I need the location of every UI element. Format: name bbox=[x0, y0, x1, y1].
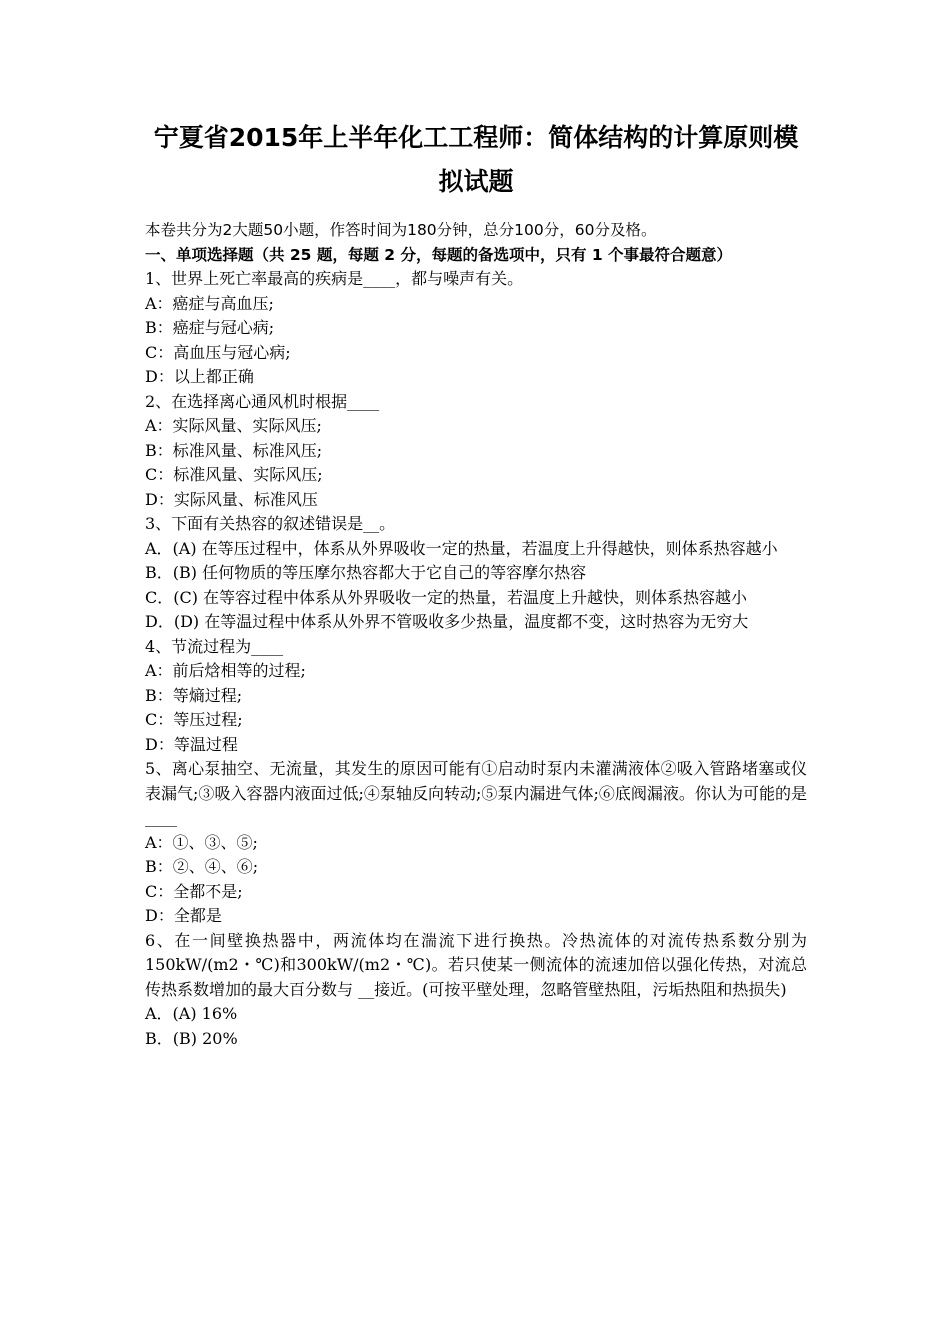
question-stem: 5、离心泵抽空、无流量，其发生的原因可能有①启动时泵内未灌满液体②吸入管路堵塞或仪表漏气;③吸入容器内液面过低;④泵轴反向转动;⑤泵内漏进气体;⑥底阀漏液。你认为可能的是____ bbox=[145, 759, 807, 827]
question-5 bbox=[145, 757, 807, 929]
option-b: B：标准风量、标准风压; bbox=[145, 440, 323, 460]
option-c: C：全都不是; bbox=[145, 881, 243, 901]
option-d: D：实际风量、标准风压 bbox=[145, 489, 318, 509]
option-c: C：标准风量、实际风压; bbox=[145, 465, 323, 484]
option-a: A．(A) 16% bbox=[145, 1004, 238, 1023]
title-line-1: 宁夏省2015年上半年化工工程师：简体结构的计算原则模 bbox=[153, 123, 799, 152]
question-stem: 1、世界上死亡率最高的疾病是____，都与噪声有关。 bbox=[145, 269, 524, 288]
question-stem: 3、下面有关热容的叙述错误是__。 bbox=[145, 514, 396, 533]
question-stem: 4、节流过程为____ bbox=[145, 636, 284, 656]
section-heading: 一、单项选择题（共 25 题，每题 2 分，每题的备选项中，只有 1 个事最符合题意） bbox=[145, 245, 733, 264]
question-2 bbox=[145, 390, 807, 513]
option-a: A：①、③、⑤; bbox=[145, 832, 258, 852]
question-1 bbox=[145, 267, 807, 390]
question-6 bbox=[145, 929, 807, 1052]
document-page bbox=[145, 116, 807, 1051]
option-c: C：高血压与冠心病; bbox=[145, 342, 291, 362]
document-title bbox=[145, 116, 807, 204]
option-c: C：等压过程; bbox=[145, 710, 243, 729]
option-b: B．(B) 20% bbox=[145, 1028, 238, 1048]
option-b: B：癌症与冠心病; bbox=[145, 318, 275, 337]
question-stem: 6、在一间壁换热器中，两流体均在湍流下进行换热。冷热流体的对流传热系数分别为150kW/(m2・℃)和300kW/(m2・℃)。若只使某一侧流体的流速加倍以强化传热，对流总传热系数增加的最大百分数与 __接近。(可按平壁处理，忽略管壁热阻，污垢热阻和热损失) bbox=[145, 930, 807, 999]
option-b: B．(B) 任何物质的等压摩尔热容都大于它自己的等容摩尔热容 bbox=[145, 563, 587, 582]
option-d: D．(D) 在等温过程中体系从外界不管吸收多少热量，温度都不变，这时热容为无穷大 bbox=[145, 612, 749, 631]
option-a: A：实际风量、实际风压; bbox=[145, 416, 322, 435]
option-c: C．(C) 在等容过程中体系从外界吸收一定的热量，若温度上升越快，则体系热容越小 bbox=[145, 587, 748, 607]
option-a: A：前后焓相等的过程; bbox=[145, 661, 306, 680]
option-a: A．(A) 在等压过程中，体系从外界吸收一定的热量，若温度上升得越快，则体系热容越小 bbox=[145, 538, 778, 558]
question-3 bbox=[145, 512, 807, 635]
option-b: B：②、④、⑥; bbox=[145, 857, 259, 876]
option-b: B：等熵过程; bbox=[145, 685, 243, 705]
option-d: D：等温过程 bbox=[145, 734, 238, 754]
option-a: A：癌症与高血压; bbox=[145, 293, 274, 313]
option-d: D：全都是 bbox=[145, 906, 222, 925]
question-stem: 2、在选择离心通风机时根据____ bbox=[145, 391, 380, 411]
title-line-2: 拟试题 bbox=[438, 167, 514, 196]
exam-intro: 本卷共分为2大题50小题，作答时间为180分钟，总分100分，60分及格。 bbox=[145, 221, 657, 239]
option-d: D：以上都正确 bbox=[145, 367, 254, 386]
question-4 bbox=[145, 635, 807, 758]
